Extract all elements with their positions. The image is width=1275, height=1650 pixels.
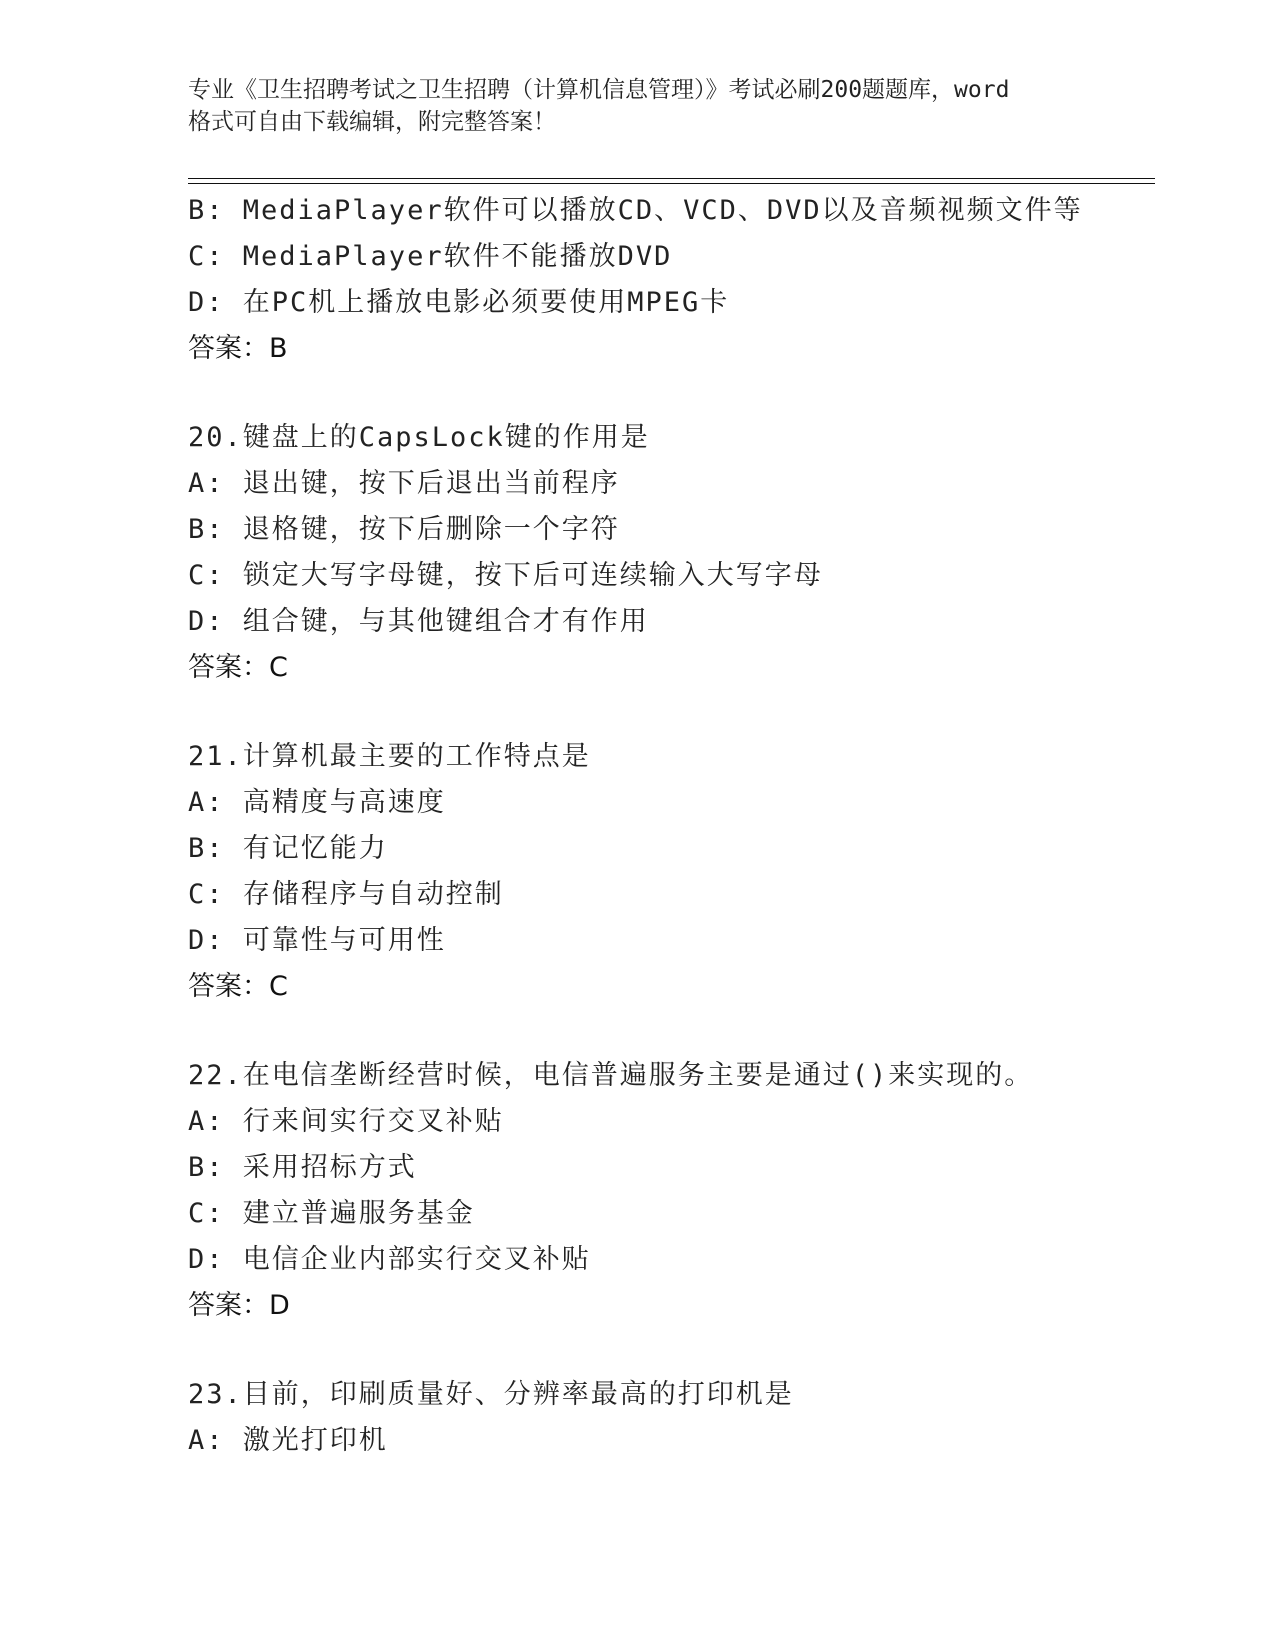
option-a: A: 高精度与高速度 xyxy=(188,787,446,818)
answer-line: 答案：C xyxy=(188,652,288,683)
option-c: C: MediaPlayer软件不能播放DVD xyxy=(188,241,673,272)
option-d: D: 电信企业内部实行交叉补贴 xyxy=(188,1244,591,1275)
question-block-22 xyxy=(188,1053,1168,1329)
option-b: B: 采用招标方式 xyxy=(188,1152,417,1183)
option-a: A: 激光打印机 xyxy=(188,1425,388,1456)
document-header xyxy=(188,74,1088,138)
option-c: C: 建立普遍服务基金 xyxy=(188,1198,475,1229)
option-d: D: 在PC机上播放电影必须要使用MPEG卡 xyxy=(188,287,730,318)
question-block-19 xyxy=(188,188,1168,372)
option-a: A: 退出键，按下后退出当前程序 xyxy=(188,468,620,499)
answer-line: 答案：D xyxy=(188,1290,290,1321)
header-line-2: 格式可自由下载编辑，附完整答案！ xyxy=(188,109,556,135)
answer-line: 答案：C xyxy=(188,971,288,1002)
option-b: B: MediaPlayer软件可以播放CD、VCD、DVD以及音频视频文件等 xyxy=(188,195,1083,226)
question-list xyxy=(188,188,1168,1464)
question-block-21 xyxy=(188,734,1168,1010)
question-text: 21.计算机最主要的工作特点是 xyxy=(188,741,591,772)
option-d: D: 可靠性与可用性 xyxy=(188,925,446,956)
option-b: B: 有记忆能力 xyxy=(188,833,388,864)
option-b: B: 退格键，按下后删除一个字符 xyxy=(188,514,620,545)
option-a: A: 行来间实行交叉补贴 xyxy=(188,1106,504,1137)
question-text: 22.在电信垄断经营时候，电信普遍服务主要是通过()来实现的。 xyxy=(188,1060,1034,1091)
header-divider-top xyxy=(188,178,1155,179)
header-line-1: 专业《卫生招聘考试之卫生招聘（计算机信息管理）》考试必刷200题题库，word xyxy=(188,77,1010,103)
question-block-20 xyxy=(188,415,1168,691)
question-text: 20.键盘上的CapsLock键的作用是 xyxy=(188,422,650,453)
question-text: 23.目前，印刷质量好、分辨率最高的打印机是 xyxy=(188,1379,794,1410)
answer-line: 答案：B xyxy=(188,333,288,364)
option-d: D: 组合键，与其他键组合才有作用 xyxy=(188,606,649,637)
option-c: C: 锁定大写字母键，按下后可连续输入大写字母 xyxy=(188,560,823,591)
option-c: C: 存储程序与自动控制 xyxy=(188,879,504,910)
question-block-23 xyxy=(188,1372,1168,1464)
header-divider-bottom xyxy=(188,183,1155,184)
